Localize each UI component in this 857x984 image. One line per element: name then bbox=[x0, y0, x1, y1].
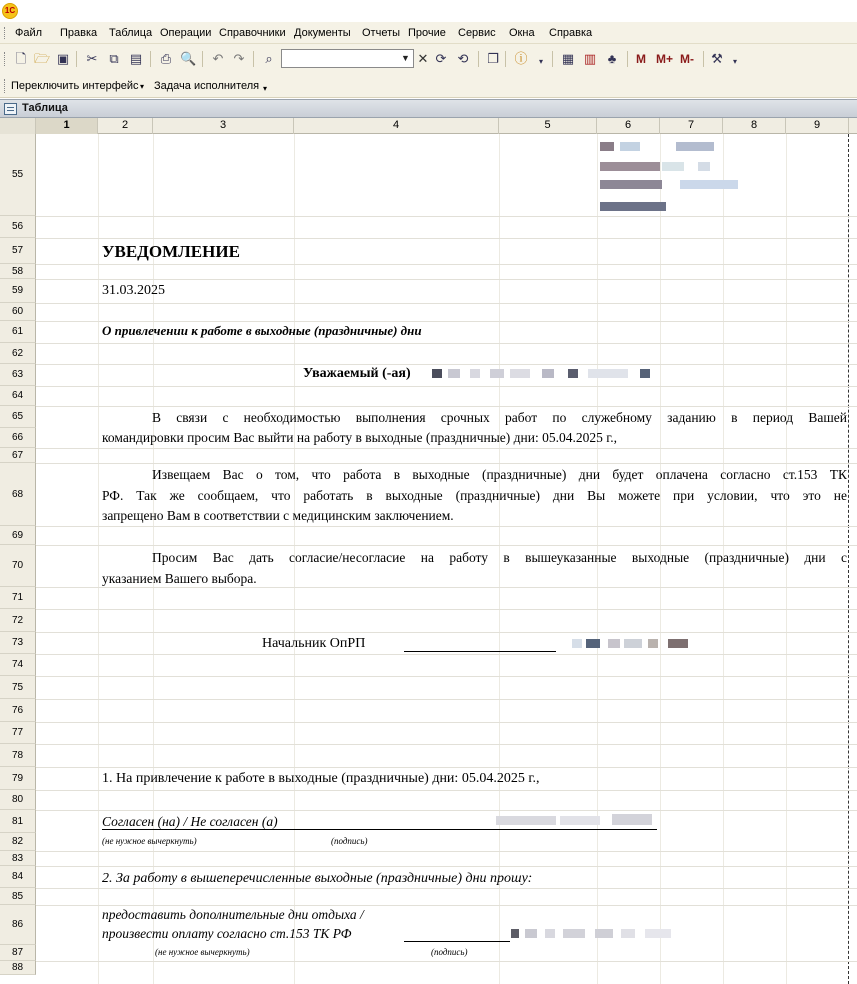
row-header[interactable]: 86 bbox=[0, 905, 36, 945]
menu-edit[interactable]: Правка bbox=[60, 27, 98, 39]
row-header[interactable]: 64 bbox=[0, 386, 36, 406]
paragraph-3-line: указанием Вашего выбора. bbox=[102, 571, 257, 586]
page-break-line bbox=[848, 134, 849, 984]
column-header[interactable]: 3 bbox=[153, 118, 294, 134]
signature-line bbox=[404, 651, 556, 652]
toolbar-separator bbox=[627, 51, 628, 67]
grid-line bbox=[36, 448, 857, 449]
grid-line bbox=[36, 866, 857, 867]
paragraph-1 bbox=[102, 408, 847, 448]
toolbar-separator bbox=[505, 51, 506, 67]
menu-windows[interactable]: Окна bbox=[509, 27, 535, 39]
grid-line bbox=[36, 810, 857, 811]
menu-service[interactable]: Сервис bbox=[458, 27, 496, 39]
strike-note: (не нужное вычеркнуть) bbox=[155, 947, 250, 957]
row-header[interactable]: 61 bbox=[0, 321, 36, 343]
document-window-header bbox=[0, 99, 857, 118]
open-icon[interactable]: 🗁 bbox=[34, 51, 51, 66]
letter-greeting: Уважаемый (-ая) bbox=[303, 366, 411, 381]
toolbar-separator bbox=[703, 51, 704, 67]
menu-documents[interactable]: Документы bbox=[294, 27, 351, 39]
title-bar bbox=[0, 0, 857, 22]
row-header[interactable]: 82 bbox=[0, 833, 36, 851]
column-header-row bbox=[0, 118, 857, 134]
paragraph-2-line: запрещено Вам в соответствии с медицинским заключением. bbox=[102, 508, 454, 523]
grid-line bbox=[36, 264, 857, 265]
row-header[interactable]: 68 bbox=[0, 463, 36, 526]
grid-line bbox=[36, 699, 857, 700]
find-next-icon[interactable]: ⟳ bbox=[435, 51, 447, 66]
grid-line bbox=[36, 303, 857, 304]
menu-operations[interactable]: Операции bbox=[160, 27, 212, 39]
signer-title: Начальник ОпРП bbox=[262, 636, 366, 651]
row-header[interactable]: 67 bbox=[0, 448, 36, 463]
row-header[interactable]: 69 bbox=[0, 526, 36, 545]
grid-line bbox=[36, 216, 857, 217]
row-header[interactable]: 63 bbox=[0, 364, 36, 386]
new-document-icon[interactable]: 🗋 bbox=[15, 51, 27, 66]
redacted-signer-name bbox=[572, 639, 692, 649]
grid-line bbox=[36, 744, 857, 745]
grid-line bbox=[36, 386, 857, 387]
row-header[interactable]: 59 bbox=[0, 279, 36, 303]
grid-line bbox=[36, 343, 857, 344]
save-icon[interactable]: ▣ bbox=[56, 51, 70, 66]
row-header[interactable]: 66 bbox=[0, 428, 36, 448]
spreadsheet[interactable] bbox=[0, 118, 857, 984]
menu-catalogs[interactable]: Справочники bbox=[219, 27, 286, 39]
paragraph-2-line: РФ. Так же сообщаем, что работать в выходные (праздничные) дни Вы можете при условии, что это не bbox=[102, 487, 847, 503]
toolbar-separator bbox=[478, 51, 479, 67]
menu-reports[interactable]: Отчеты bbox=[362, 27, 401, 39]
grid-line bbox=[36, 238, 857, 239]
row-header[interactable]: 77 bbox=[0, 722, 36, 744]
toolbar-separator bbox=[253, 51, 254, 67]
toolbar-separator bbox=[202, 51, 203, 67]
chevron-down-icon[interactable]: ▾ bbox=[538, 57, 543, 66]
redacted-name bbox=[432, 369, 654, 379]
menu-table[interactable]: Таблица bbox=[109, 27, 153, 39]
menu-grip-icon bbox=[4, 27, 7, 39]
table-icon bbox=[4, 103, 17, 115]
toolbar-separator bbox=[552, 51, 553, 67]
letter-subject: О привлечении к работе в выходные (праздничные) дни bbox=[102, 323, 422, 338]
column-header[interactable]: 9 bbox=[786, 118, 849, 134]
executor-task-button[interactable]: Задача исполнителя bbox=[154, 80, 260, 92]
grid-line bbox=[36, 632, 857, 633]
grid-line bbox=[36, 790, 857, 791]
row-header[interactable]: 55 bbox=[0, 134, 36, 216]
paragraph-3-line: Просим Вас дать согласие/несогласие на работу в вышеуказанные выходные (праздничные) дни с bbox=[152, 550, 847, 565]
row-header[interactable]: 78 bbox=[0, 744, 36, 767]
memory-subtract-button[interactable]: M- bbox=[680, 52, 694, 66]
grid-line bbox=[36, 321, 857, 322]
grid-line bbox=[36, 961, 857, 962]
grid-line bbox=[36, 654, 857, 655]
consent-item-1: 1. На привлечение к работе в выходные (праздничные) дни: 05.04.2025 г., bbox=[102, 771, 540, 786]
paste-icon[interactable]: ▤ bbox=[129, 51, 143, 66]
row-header[interactable]: 84 bbox=[0, 866, 36, 888]
column-header[interactable]: 1 bbox=[36, 118, 98, 134]
paragraph-2-line: Извещаем Вас о том, что работа в выходные (праздничные) дни будет оплачена согласно ст.153 ТК bbox=[152, 467, 847, 482]
consent-item-2: 2. За работу в вышеперечисленные выходные (праздничные) дни прошу: bbox=[102, 871, 533, 886]
app-logo-icon: 1C bbox=[2, 3, 18, 19]
option-signature-line bbox=[404, 941, 510, 942]
grid-line bbox=[36, 545, 857, 546]
chevron-down-icon[interactable]: ▾ bbox=[263, 84, 268, 93]
row-header[interactable]: 80 bbox=[0, 790, 36, 810]
toolbar-grip-icon bbox=[4, 52, 7, 66]
grid-line bbox=[98, 134, 99, 984]
paragraph-3 bbox=[102, 547, 847, 589]
search-input[interactable] bbox=[281, 49, 414, 68]
chevron-down-icon[interactable]: ▾ bbox=[140, 82, 145, 91]
row-header[interactable]: 72 bbox=[0, 609, 36, 632]
row-header[interactable]: 58 bbox=[0, 264, 36, 279]
consent-underline bbox=[102, 829, 657, 830]
column-header[interactable]: 4 bbox=[294, 118, 499, 134]
grid-line bbox=[36, 364, 857, 365]
grid-line bbox=[36, 767, 857, 768]
menu-file[interactable]: Файл bbox=[15, 27, 43, 39]
paragraph-1-line: командировки просим Вас выйти на работу в выходные (праздничные) дни: 05.04.2025 г., bbox=[102, 430, 617, 445]
grid-line bbox=[36, 888, 857, 889]
redacted-stamp bbox=[600, 138, 740, 214]
row-header[interactable]: 57 bbox=[0, 238, 36, 264]
row-header[interactable]: 85 bbox=[0, 888, 36, 905]
column-header[interactable]: 5 bbox=[499, 118, 597, 134]
info-icon[interactable]: ⓘ bbox=[514, 51, 528, 66]
row-header[interactable]: 81 bbox=[0, 810, 36, 833]
option-days-off: предоставить дополнительные дни отдыха / bbox=[102, 907, 364, 922]
settings-icon[interactable]: ⚒ bbox=[711, 51, 723, 66]
chevron-down-icon[interactable]: ▼ bbox=[401, 53, 410, 63]
cut-icon[interactable]: ✂ bbox=[86, 51, 98, 66]
find-prev-icon[interactable]: ⟲ bbox=[457, 51, 469, 66]
row-header[interactable]: 79 bbox=[0, 767, 36, 790]
clear-icon[interactable]: ✕ bbox=[417, 51, 429, 66]
menu-other[interactable]: Прочие bbox=[408, 27, 446, 39]
row-header[interactable]: 83 bbox=[0, 851, 36, 866]
grid-line bbox=[36, 463, 857, 464]
document-title: Таблица bbox=[22, 102, 68, 114]
column-header[interactable]: 7 bbox=[660, 118, 723, 134]
grid-line bbox=[36, 406, 857, 407]
calendar-icon[interactable]: ▥ bbox=[583, 51, 597, 66]
grid-line bbox=[36, 722, 857, 723]
row-header[interactable]: 56 bbox=[0, 216, 36, 238]
chevron-down-icon[interactable]: ▾ bbox=[732, 57, 737, 66]
signature-note: (подпись) bbox=[431, 947, 468, 957]
letter-heading: УВЕДОМЛЕНИЕ bbox=[102, 242, 240, 261]
copy-icon[interactable]: ⧉ bbox=[109, 51, 119, 66]
grid-line bbox=[36, 851, 857, 852]
calculator-icon[interactable]: ▦ bbox=[561, 51, 575, 66]
memory-button[interactable]: M bbox=[636, 52, 646, 66]
consent-choice: Согласен (на) / Не согласен (а) bbox=[102, 814, 278, 829]
column-header[interactable]: 2 bbox=[98, 118, 153, 134]
users-icon[interactable]: ♣ bbox=[607, 51, 617, 66]
redacted-option-name bbox=[511, 929, 681, 939]
grid-line bbox=[36, 279, 857, 280]
paragraph-2 bbox=[102, 465, 847, 527]
row-header[interactable]: 71 bbox=[0, 587, 36, 609]
switch-interface-button[interactable]: Переключить интерфейс bbox=[11, 80, 139, 92]
row-header[interactable]: 73 bbox=[0, 632, 36, 654]
grid-line bbox=[36, 905, 857, 906]
menu-help[interactable]: Справка bbox=[549, 27, 593, 39]
menu-bar bbox=[0, 22, 857, 44]
print-preview-icon[interactable]: 🔍 bbox=[180, 51, 197, 66]
grid-line bbox=[36, 676, 857, 677]
redo-icon[interactable]: ↷ bbox=[233, 51, 245, 66]
toolbar-separator bbox=[150, 51, 151, 67]
column-header[interactable]: 8 bbox=[723, 118, 786, 134]
column-header[interactable]: 6 bbox=[597, 118, 660, 134]
search-icon[interactable]: ⌕ bbox=[265, 51, 273, 66]
grid-line bbox=[36, 609, 857, 610]
row-header[interactable]: 76 bbox=[0, 699, 36, 722]
redacted-signature bbox=[496, 814, 658, 826]
row-header[interactable]: 88 bbox=[0, 961, 36, 975]
row-header[interactable]: 60 bbox=[0, 303, 36, 321]
undo-icon[interactable]: ↶ bbox=[212, 51, 224, 66]
print-icon[interactable]: ⎙ bbox=[160, 51, 172, 66]
secondary-toolbar bbox=[0, 74, 857, 98]
toolbar-separator bbox=[76, 51, 77, 67]
strike-note: (не нужное вычеркнуть) bbox=[102, 836, 197, 846]
row-header[interactable]: 75 bbox=[0, 676, 36, 699]
toolbar-grip-icon bbox=[4, 79, 7, 93]
window-icon[interactable]: ❐ bbox=[487, 51, 499, 66]
row-header[interactable]: 70 bbox=[0, 545, 36, 587]
corner-cell[interactable] bbox=[0, 118, 36, 134]
paragraph-1-line: В связи с необходимостью выполнения срочных работ по служебному заданию в период Вашей bbox=[152, 410, 847, 425]
row-header[interactable]: 65 bbox=[0, 406, 36, 428]
option-payment: произвести оплату согласно ст.153 ТК РФ bbox=[102, 926, 352, 941]
row-header[interactable]: 62 bbox=[0, 343, 36, 364]
letter-date: 31.03.2025 bbox=[102, 283, 165, 298]
row-header[interactable]: 87 bbox=[0, 945, 36, 961]
memory-add-button[interactable]: M+ bbox=[656, 52, 674, 66]
signature-note: (подпись) bbox=[331, 836, 368, 846]
row-header[interactable]: 74 bbox=[0, 654, 36, 676]
